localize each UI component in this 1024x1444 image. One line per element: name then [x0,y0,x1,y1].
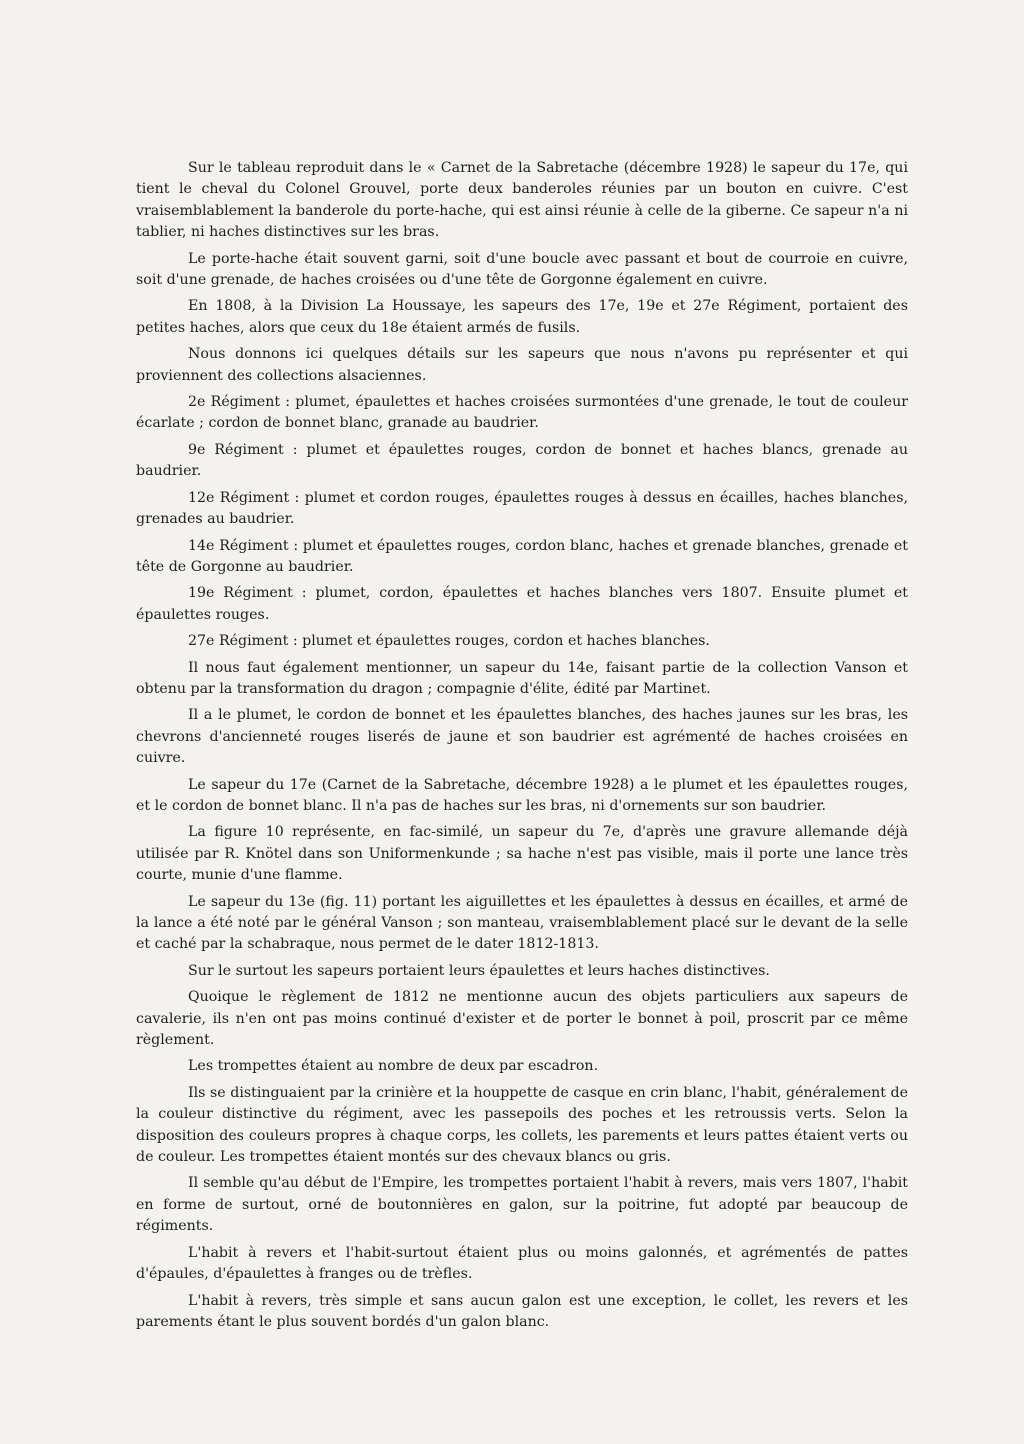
paragraph: Nous donnons ici quelques détails sur les sapeurs que nous n'avons pu représenter et qui proviennent des collections alsaciennes. [136,346,908,384]
paragraph: Ils se distinguaient par la crinière et la houppette de casque en crin blanc, l'habit, généralement de la couleur distinctive du régiment, avec les passepoils des poches et les retroussis verts. Selon la disposition des couleurs propres à chaque corps, les collets, les parements et leurs pattes étaient verts ou de couleur. Les trompettes étaient montés sur des chevaux blancs ou gris. [136,1084,908,1166]
paragraph: Sur le tableau reproduit dans le « Carnet de la Sabretache (décembre 1928) le sapeur du 17e, qui tient le cheval du Colonel Grouvel, porte deux banderoles réunies par un bouton en cuivre. C'est vraisemblablement la banderole du porte-hache, qui est ainsi réunie à celle de la giberne. Ce sapeur n'a ni tablier, ni haches distinctives sur les bras. [136,160,908,241]
paragraph: 27e Régiment : plumet et épaulettes rouges, cordon et haches blanches. [188,633,710,650]
paragraph: Il a le plumet, le cordon de bonnet et les épaulettes blanches, des haches jaunes sur les bras, les chevrons d'ancienneté rouges liserés de jaune et son baudrier est agrémenté de haches croisées en cuivre. [136,707,908,767]
paragraph: Les trompettes étaient au nombre de deux par escadron. [188,1058,599,1075]
paragraph: 19e Régiment : plumet, cordon, épaulettes et haches blanches vers 1807. Ensuite plumet et épaulettes rouges. [136,585,908,623]
paragraph: Le porte-hache était souvent garni, soit d'une boucle avec passant et bout de courroie en cuivre, soit d'une grenade, de haches croisées ou d'une tête de Gorgonne également en cuivre. [136,250,908,289]
paragraph: En 1808, à la Division La Houssaye, les sapeurs des 17e, 19e et 27e Régiment, portaient des petites haches, alors que ceux du 18e étaient armés de fusils. [136,298,908,336]
paragraph: 9e Régiment : plumet et épaulettes rouges, cordon de bonnet et haches blancs, grenade au baudrier. [136,441,908,480]
paragraph: La figure 10 représente, en fac-similé, un sapeur du 7e, d'après une gravure allemande déjà utilisée par R. Knötel dans son Uniformenkunde ; sa hache n'est pas visible, mais il porte une lance très courte, munie d'une flamme. [136,824,908,884]
paragraph: L'habit à revers, très simple et sans aucun galon est une exception, le collet, les revers et les parements étant le plus souvent bordés d'un galon blanc. [136,1292,908,1330]
paragraph: 12e Régiment : plumet et cordon rouges, épaulettes rouges à dessus en écailles, haches blanches, grenades au baudrier. [136,489,908,528]
paragraph: Le sapeur du 13e (fig. 11) portant les aiguillettes et les épaulettes à dessus en écailles, et armé de la lance a été noté par le général Vanson ; son manteau, vraisemblablement placé sur le devant de la selle et caché par la schabraque, nous permet de le dater 1812-1813. [136,893,908,953]
paragraph: Il nous faut également mentionner, un sapeur du 14e, faisant partie de la collection Vanson et obtenu par la transformation du dragon ; compagnie d'élite, édité par Martinet. [136,659,908,697]
body-text [136,158,908,1338]
paragraph: Quoique le règlement de 1812 ne mentionne aucun des objets particuliers aux sapeurs de cavalerie, ils n'en ont pas moins continué d'exister et de porter le bonnet à poil, proscrit par ce même règlement. [136,989,908,1049]
paragraph: Il semble qu'au début de l'Empire, les trompettes portaient l'habit à revers, mais vers 1807, l'habit en forme de surtout, orné de boutonnières en galon, sur la poitrine, fut adopté par beaucoup de régiments. [136,1175,908,1235]
paragraph: 14e Régiment : plumet et épaulettes rouges, cordon blanc, haches et grenade blanches, grenade et tête de Gorgonne au baudrier. [136,537,908,575]
paragraph: 2e Régiment : plumet, épaulettes et haches croisées surmontées d'une grenade, le tout de couleur écarlate ; cordon de bonnet blanc, granade au baudrier. [136,394,908,432]
paragraph: Le sapeur du 17e (Carnet de la Sabretache, décembre 1928) a le plumet et les épaulettes rouges, et le cordon de bonnet blanc. Il n'a pas de haches sur les bras, ni d'ornements sur son baudrier. [136,776,908,814]
paragraph: L'habit à revers et l'habit-surtout étaient plus ou moins galonnés, et agrémentés de pattes d'épaules, d'épaulettes à franges ou de trèfles. [136,1244,908,1283]
paragraph: Sur le surtout les sapeurs portaient leurs épaulettes et leurs haches distinctives. [188,962,770,979]
